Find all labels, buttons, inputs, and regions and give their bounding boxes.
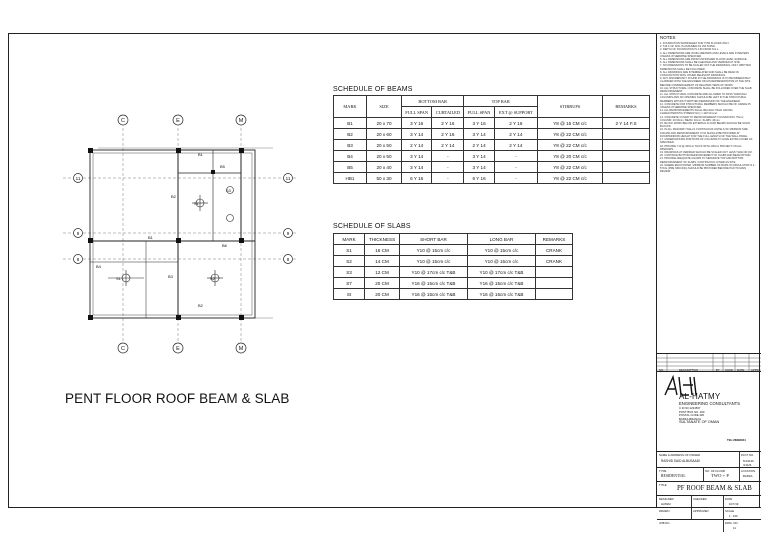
table-cell: Y10 @ 15cm c/c <box>400 245 468 256</box>
table-cell: S3 <box>334 267 365 278</box>
table-row <box>334 245 573 256</box>
note-item: 7. NO DIMENSIONS TO BE SCALED OFF THE DRAWINGS, ONLY WRITTEN DIMENSIONS SHALL BE FOLLOWED. <box>660 64 751 71</box>
grid-label-11-right: 11 <box>285 176 291 181</box>
table-cell: Y8 @ 22 CM c/c <box>538 129 603 140</box>
table-cell: Y10 @ 15cm c/c <box>468 245 536 256</box>
beam-tag-b2: B2 <box>171 194 176 199</box>
table-cell: 3 Y 14 <box>464 129 494 140</box>
beam-header-stirrups: STIRRUPS <box>538 96 603 118</box>
beam-schedule-table <box>333 95 650 184</box>
table-cell: 50 x 30 <box>367 173 402 184</box>
table-cell: S7 <box>334 278 365 289</box>
slab-header-thickness: THICKNESS <box>365 234 400 245</box>
table-cell: Y10 @ 17cm c/c T&B <box>468 267 536 278</box>
beam-header-full-span-top: FULL SPAN <box>464 107 494 118</box>
table-cell: CRANK <box>536 256 573 267</box>
table-cell: 20 x 60 <box>367 129 402 140</box>
table-cell: 3 Y 16 <box>464 118 494 129</box>
slab-header-long-bar: LONG BAR <box>468 234 536 245</box>
notes-list <box>660 42 756 173</box>
table-cell: Y8 @ 20 CM c/c <box>538 151 603 162</box>
note-item: 12. CONCRETE FOR STRUCTURAL MEMBERS SHOULD BE OF GRADE 25 UNLESS OTHERWISE SPECIFIED. <box>660 102 751 110</box>
note-item: 8. ALL DRAWINGS ARE INTERRELATED AND SHALL BE READ IN CONJUNCTION WITH OTHER RELEVANT DRAWINGS. <box>660 70 739 78</box>
grid-bubble-top <box>74 115 293 353</box>
title-block <box>656 33 760 530</box>
company-tel: TEL:26893024 <box>727 438 746 442</box>
table-cell: 3 Y 14 <box>402 162 432 173</box>
grid-label-e: E <box>176 118 180 124</box>
table-cell: Y16 @ 15cm c/c T&B <box>468 289 536 300</box>
table-cell: Y16 @ 15cm c/c T&B <box>400 289 468 300</box>
note-item: 13. ALL REINFORCEMENTS SHALL BE HIGH YIELD HAVING CHARACTERISTIC STRENGTH fy = 420 N/mm2. <box>660 109 733 116</box>
table-cell: B2 <box>334 129 367 140</box>
slab-schedule-title: SCHEDULE OF SLABS <box>333 223 411 230</box>
table-cell: 3 Y 14 <box>464 162 494 173</box>
slab-header-remarks: REMARKS <box>536 234 573 245</box>
table-cell: - <box>432 162 464 173</box>
table-cell: - <box>494 173 537 184</box>
table-cell: Y10 @ 15cm c/c <box>400 256 468 267</box>
note-item: 18. PROVIDE Y12 @ 200mm THICK WITH 100mm PROJECT ON ALL WINDOWS. <box>660 144 742 151</box>
note-item: 19. DRAWINGS AT VERIFIED SHOULD BE SCALED OUT. LESS THAN 30 CM. <box>660 150 753 154</box>
table-cell: B1 <box>334 118 367 129</box>
note-item: 5. ALL DIMENSIONS ARE FROM UNFINISHED FLOOR LEVEL SURFACE. <box>660 58 748 62</box>
table-cell: 2 Y 14 <box>402 140 432 151</box>
table-cell: Y8 @ 22 CM c/c <box>538 162 603 173</box>
title-row: TITLE PF ROOF BEAM & SLAB <box>657 481 761 495</box>
table-cell <box>603 162 650 173</box>
grid-label-9: 9 <box>76 231 80 236</box>
table-cell: 14 CM <box>365 256 400 267</box>
table-cell: 2 Y 14 <box>494 140 537 151</box>
slab-tag-s3: S3 <box>226 188 231 193</box>
beam-tag-b2b: B2 <box>198 303 203 308</box>
table-cell: Y16 @ 15cm c/c T&B <box>400 278 468 289</box>
table-cell: Y8 @ 22 CM c/c <box>538 173 603 184</box>
table-cell: 2 Y 14 <box>494 129 537 140</box>
beam-header-ext-support: EXT @ SUPPORT <box>494 107 537 118</box>
table-cell: 20 x 70 <box>367 118 402 129</box>
table-cell: 2 Y 14 <box>432 140 464 151</box>
beam-header-curtailed: CURTAILED <box>432 107 464 118</box>
table-cell <box>603 140 650 151</box>
company-name: AL-HATMY <box>679 392 721 401</box>
grid-label-e-bottom: E <box>176 346 180 352</box>
note-item: 21. PROVIDE ADEQUATE CHAIRS TO SEPARATE TOP AND BOTTOM REINFORCEMENT OF SLABS, CONTINUOUS COVER AS SITE. <box>660 157 744 164</box>
slab-header-short-bar: SHORT BAR <box>400 234 468 245</box>
designed-row: DESIGNED HATEM CHECKED DATE 10/7/19 <box>657 495 761 507</box>
table-cell: - <box>494 151 537 162</box>
table-cell: B3 <box>334 140 367 151</box>
table-cell: 6 Y 16 <box>464 173 494 184</box>
table-row <box>334 289 573 300</box>
table-cell <box>603 151 650 162</box>
note-item: 10. ALL STRUCTURAL CONCRETE SHALL BE FOLLOWED OVER THE SLAB REINFORCEMENT. <box>660 86 752 94</box>
table-cell: Y10 @ 15cm c/c <box>468 256 536 267</box>
table-cell: 2 Y 16 <box>432 129 464 140</box>
beam-tag-b5: B5 <box>220 164 225 169</box>
table-cell: 3 Y 14 <box>402 129 432 140</box>
beam-header-remarks: REMARKS <box>603 96 650 118</box>
slab-tag-s2: S2 <box>210 276 215 281</box>
company-block <box>657 371 761 451</box>
table-row <box>334 256 573 267</box>
drawn-row: DRAWN APPROVED SCALE 1 : 100 <box>657 507 761 519</box>
table-row <box>334 151 650 162</box>
table-cell: - <box>432 151 464 162</box>
beam-tag-b6: B6 <box>222 243 227 248</box>
note-item: 17. UNDERGROUND PORTIONS OF COLUMNS TO HAVE EXTRA COVER AS SPECIFIED. <box>660 138 753 145</box>
note-item: 20. CONTINUE BOTTOM REINFORCEMENT OF SLABS AND BEAM WITHIN. <box>660 154 752 158</box>
table-cell <box>603 173 650 184</box>
table-cell: 3 Y 16 <box>402 118 432 129</box>
grid-label-c: C <box>121 118 125 124</box>
table-cell: B5 <box>334 162 367 173</box>
table-cell: 6 Y 16 <box>402 173 432 184</box>
table-cell: 20 CM <box>365 278 400 289</box>
sheet-title: PF ROOF BEAM & SLAB <box>677 485 752 492</box>
table-cell: 3 Y 14 <box>402 151 432 162</box>
table-cell: 20 CM <box>365 289 400 300</box>
table-cell: 20 x 40 <box>367 162 402 173</box>
table-cell: Y8 @ 22 CM c/c <box>538 140 603 151</box>
table-cell: B4 <box>334 151 367 162</box>
table-cell <box>536 267 573 278</box>
table-row <box>334 267 573 278</box>
table-cell <box>603 129 650 140</box>
table-cell: 3 Y 14 <box>464 151 494 162</box>
drawing-title: PENT FLOOR ROOF BEAM & SLAB <box>65 391 290 406</box>
grid-label-m: M <box>238 118 244 124</box>
table-cell: St <box>334 289 365 300</box>
type-block: TYPE RESIDENTIAL NO. OF FLOOR TWO + P LOCATION BARKA <box>657 467 761 481</box>
beam-header-full-span: FULL SPAN <box>402 107 432 118</box>
note-item: 11. ALL STRUCTURAL CONCRETE ARE ALLOWED TO PASS THROUGH COLUMNS AND NO OPENING SHOULD BE LEFT IN THE STRUCTURAL MEMBERS WITHOUT WRITTEN PERMISSION OF THE ENGINEER. <box>660 93 747 103</box>
table-cell: CRANK <box>536 245 573 256</box>
table-cell: S2 <box>334 256 365 267</box>
beam-header-size: SIZE <box>367 96 402 118</box>
table-cell: 20 x 50 <box>367 151 402 162</box>
table-cell <box>536 278 573 289</box>
note-item: 9. ANY DISCREPANCY FOUND IN THE DRAWINGS IS TO BE IMMEDIATELY CLARIFIED WITH THE ENGINEER OR HIS REPRESENTATIVE AT THE SITE BEFORE COMMENCEMENT OF RELATED ITEMS OF WORK. <box>660 77 751 87</box>
revision-table: NO. DESCRIPTION BY CHKD DATE APPD <box>657 353 761 371</box>
table-cell: 20 x 50 <box>367 140 402 151</box>
owner-block: NAME & ADDRESS OF OWNER RASHID SAID ALBUSAADI PLOT NO. 6/4/1126 4/1126 <box>657 451 761 467</box>
table-row <box>334 140 650 151</box>
grid-label-11: 11 <box>75 176 81 181</box>
grid-label-m-bottom: M <box>238 346 244 352</box>
table-cell: 12 CM <box>365 267 400 278</box>
beam-header-bottom-bar: BOTTOM BAR <box>402 96 464 107</box>
beam-tag-b3: B3 <box>168 274 173 279</box>
table-cell: Y16 @ 15cm c/c T&B <box>468 278 536 289</box>
table-cell: 2 Y 16 <box>494 118 537 129</box>
note-item: 4. ALL DIMENSIONS ARE IN MILLIMETERS AND LEVELS ARE IN METERS UNLESS OTHERWISE SPECIFIED. <box>660 51 749 58</box>
table-cell: 2 Y 14 <box>464 140 494 151</box>
company-subtitle: ENGINEERING CONSULTANTS <box>679 401 741 406</box>
note-item: 1. FOUNDATION WORKSHEET FOR TOW FLOORS ONLY. <box>660 42 730 45</box>
note-item: 14. CONCRETE COVER TO REINFORCEMENT: FOUNDATION: 75mm; COLUMN: 40-50mm; BEAM: 40mm; SLABS: 20mm. <box>660 115 744 122</box>
note-item: 16. IN ALL MASONRY WALLS CONTINUOUS LINTELS OF MINIMUM SIZE 100x150 AND REINFORCEMENT 4Y10 SHOULD BE PROVIDED AT DOOR/WINDOW HEIGHT FOR THE FULL LENGTH OF THE WALL PANEL. <box>660 128 749 138</box>
table-row <box>334 278 573 289</box>
table-cell <box>536 289 573 300</box>
table-cell: Y8 @ 15 CM c/c <box>538 118 603 129</box>
table-cell: 2 Y 16 <box>432 118 464 129</box>
slab-tag-s1: S1 <box>194 201 199 206</box>
slab-header-mark: MARK <box>334 234 365 245</box>
beam-tag-b4: B4 <box>96 264 101 269</box>
job-row: JOB NO. DWG. NO. 11 <box>657 519 761 531</box>
note-item: 22. WHERE ENCOUNTER, MINIMUM NUMBER OF BARS IN CIRCULATOR IS 4 - 5Y10s (PRE SPACING) SHOULD BE PROVIDED BEFORE PAN TO MAIN REVIEW. <box>660 163 756 174</box>
slab-schedule-table <box>333 233 573 300</box>
note-item: 15. BLOCK WORK BELOW EXTERNAL FLOOR BEAMS SHOULD BE SOLID BLOCKS. <box>660 122 750 129</box>
table-cell: - <box>494 162 537 173</box>
note-item: 2. S.B.C OF SOIL IS ASSUMED AS 150 KN/M2. <box>660 45 716 49</box>
grid-label-8-right: 8 <box>286 257 290 262</box>
grid-label-c-bottom: C <box>121 346 125 352</box>
slab-tag-s1b: S1 <box>116 276 121 281</box>
table-cell: S1 <box>334 245 365 256</box>
beam-header-mark: MARK <box>334 96 367 118</box>
table-cell: HB1 <box>334 173 367 184</box>
table-cell: 16 CM <box>365 245 400 256</box>
company-address: C.R.NO.1234567 POST BOX NO. 260 POSTAL CODE 320 BARKA-BRANCH SULTANATE OF OMAN <box>679 406 720 425</box>
beam-tag-b1b: B1 <box>148 235 153 240</box>
table-row <box>334 173 650 184</box>
beam-header-top-bar: TOP BAR <box>464 96 538 107</box>
table-cell: - <box>432 173 464 184</box>
grid-label-9-right: 9 <box>286 231 290 236</box>
table-row <box>334 129 650 140</box>
table-cell: Y10 @ 17cm c/c T&B <box>400 267 468 278</box>
table-cell: 2 Y 14 F.S <box>603 118 650 129</box>
floor-plan <box>58 110 303 360</box>
notes-title: NOTES <box>660 35 676 40</box>
note-item: 3. DEPTH OF FOUNDATION IS 1.50 FROM N.G.L. <box>660 48 720 52</box>
table-row <box>334 162 650 173</box>
table-row <box>334 118 650 129</box>
beam-tag-b1: B1 <box>198 152 203 157</box>
beam-schedule-title: SCHEDULE OF BEAMS <box>333 86 413 93</box>
grid-label-8: 8 <box>76 257 80 262</box>
note-item: 6. ALL DIMENSIONS SHALL BE CHECKED AND VERIFIED AT SITE. <box>660 61 741 65</box>
